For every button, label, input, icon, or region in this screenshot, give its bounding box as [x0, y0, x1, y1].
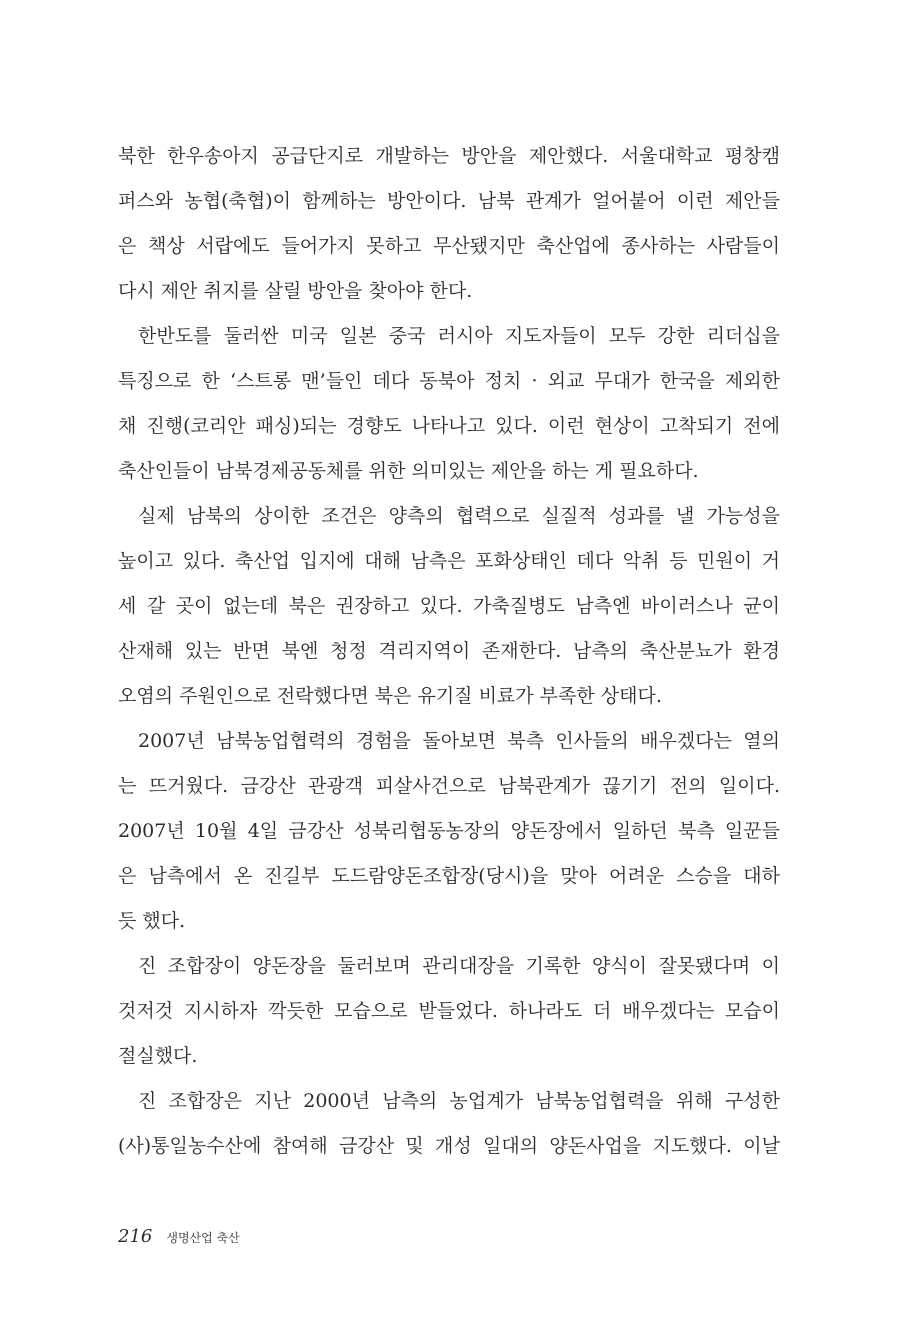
text-line: 은 책상 서랍에도 들어가지 못하고 무산됐지만 축산업에 종사하는 사람들이 — [118, 235, 780, 257]
text-line: 2007년 10월 4일 금강산 성북리협동농장의 양돈장에서 일하던 북측 일꾼들 — [118, 820, 780, 842]
running-title: 생명산업 축산 — [166, 1231, 240, 1245]
paragraph — [118, 494, 780, 719]
text-line: 한반도를 둘러싼 미국 일본 중국 러시아 지도자들이 모두 강한 리더십을 — [138, 325, 780, 347]
page-number: 216 — [118, 1226, 153, 1247]
text-line: 북한 한우송아지 공급단지로 개발하는 방안을 제안했다. 서울대학교 평창캠 — [118, 145, 780, 167]
text-line: 세 갈 곳이 없는데 북은 권장하고 있다. 가축질병도 남측엔 바이러스나 균이 — [118, 595, 780, 617]
text-line: 산재해 있는 반면 북엔 청정 격리지역이 존재한다. 남측의 축산분뇨가 환경 — [118, 640, 780, 662]
paragraph — [118, 944, 780, 1079]
text-line: 오염의 주원인으로 전락했다면 북은 유기질 비료가 부족한 상태다. — [118, 685, 662, 707]
text-line: 채 진행(코리안 패싱)되는 경향도 나타나고 있다. 이런 현상이 고착되기 전에 — [118, 415, 780, 437]
text-line: 진 조합장은 지난 2000년 남측의 농업계가 남북농업협력을 위해 구성한 — [138, 1090, 780, 1112]
paragraph — [118, 314, 780, 494]
text-line: 축산인들이 남북경제공동체를 위한 의미있는 제안을 하는 게 필요하다. — [118, 460, 699, 482]
text-line: 진 조합장이 양돈장을 둘러보며 관리대장을 기록한 양식이 잘못됐다며 이 — [138, 955, 780, 977]
text-line: 특징으로 한 ‘스트롱 맨’들인 데다 동북아 정치 · 외교 무대가 한국을 제외한 — [118, 370, 780, 392]
paragraph — [118, 719, 780, 944]
text-line: 은 남측에서 온 진길부 도드람양돈조합장(당시)을 맞아 어려운 스승을 대하 — [118, 865, 780, 887]
text-line: 다시 제안 취지를 살릴 방안을 찾아야 한다. — [118, 280, 473, 302]
text-line: 것저것 지시하자 깍듯한 모습으로 받들었다. 하나라도 더 배우겠다는 모습이 — [118, 1000, 780, 1022]
text-line: (사)통일농수산에 참여해 금강산 및 개성 일대의 양돈사업을 지도했다. 이날 — [118, 1135, 780, 1157]
paragraph — [118, 134, 780, 314]
text-line: 듯 했다. — [118, 910, 186, 932]
text-line: 절실했다. — [118, 1045, 198, 1067]
text-line: 높이고 있다. 축산업 입지에 대해 남측은 포화상태인 데다 악취 등 민원이 거 — [118, 550, 780, 572]
body-text — [118, 134, 780, 1169]
page-footer — [118, 1226, 240, 1250]
text-line: 2007년 남북농업협력의 경험을 돌아보면 북측 인사들의 배우겠다는 열의 — [138, 730, 780, 752]
paragraph — [118, 1079, 780, 1169]
text-line: 실제 남북의 상이한 조건은 양측의 협력으로 실질적 성과를 낼 가능성을 — [138, 505, 780, 527]
text-line: 는 뜨거웠다. 금강산 관광객 피살사건으로 남북관계가 끊기기 전의 일이다. — [118, 775, 780, 797]
text-line: 퍼스와 농협(축협)이 함께하는 방안이다. 남북 관계가 얼어붙어 이런 제안들 — [118, 190, 780, 212]
